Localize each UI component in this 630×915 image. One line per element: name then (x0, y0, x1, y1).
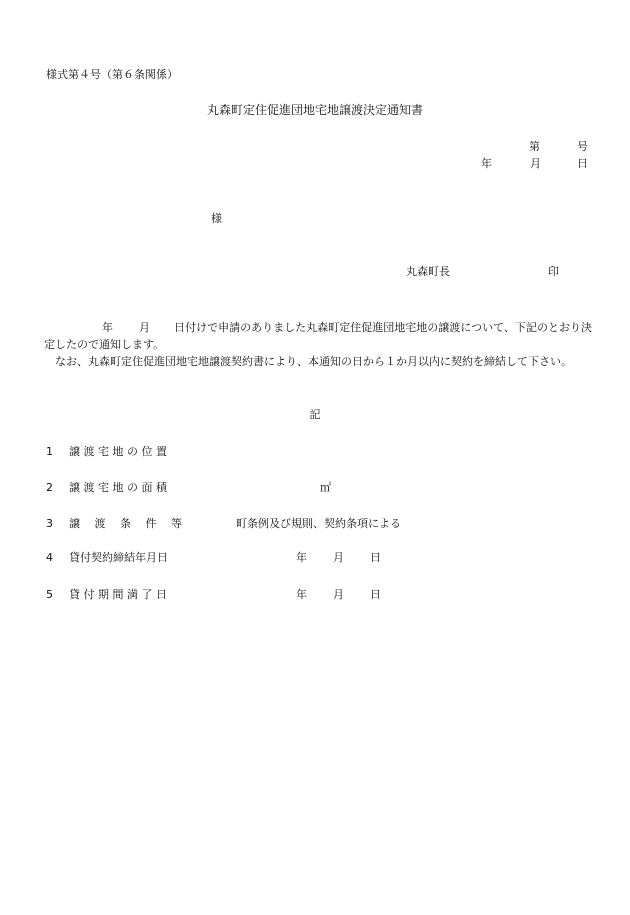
item-area-unit: ㎡ (320, 481, 331, 494)
ki-heading: 記 (309, 408, 321, 421)
item-number: 3 (46, 517, 53, 530)
issuer-seal: 印 (548, 265, 559, 278)
item-label-lease-end-date: 貸 付 期 間 満 了 日 (69, 588, 167, 601)
lease-end-date-day: 日 (370, 588, 381, 601)
body-date-year: 年 (102, 321, 114, 334)
item-number: 4 (46, 551, 53, 564)
body-date-month: 月 (139, 321, 151, 334)
item-conditions-value: 町条例及び規則、契約条項による (236, 517, 401, 530)
reference-number-suffix: 号 (577, 140, 588, 153)
body-text (44, 319, 592, 370)
body-paragraph-2: なお、丸森町定住促進団地宅地譲渡契約書により、本通知の日から１か月以内に契約を締結して下さい。 (55, 355, 572, 368)
item-label-conditions: 譲 渡 条 件 等 (69, 517, 182, 530)
item-label-location: 譲 渡 宅 地 の 位 置 (69, 445, 167, 458)
issue-date-year: 年 (481, 157, 492, 170)
body-paragraph-1-text: 日付けで申請のありました丸森町定住促進団地宅地の譲渡について、下記のとおり決定したので通知します。 (44, 321, 593, 351)
form-number: 様式第４号（第６条関係） (46, 68, 178, 81)
body-paragraph-1 (44, 319, 592, 353)
issuer-title: 丸森町長 (406, 265, 450, 278)
document-title: 丸森町定住促進団地宅地譲渡決定通知書 (206, 103, 423, 117)
item-label-contract-date: 貸付契約締結年月日 (69, 551, 168, 564)
lease-end-date-month: 月 (333, 588, 344, 601)
item-number: 2 (46, 481, 53, 494)
item-number: 1 (46, 445, 53, 458)
reference-number-prefix: 第 (529, 140, 540, 153)
addressee-honorific: 様 (211, 212, 222, 225)
lease-end-date-year: 年 (296, 588, 307, 601)
item-label-area: 譲 渡 宅 地 の 面 積 (69, 481, 167, 494)
contract-date-year: 年 (296, 551, 307, 564)
contract-date-month: 月 (333, 551, 344, 564)
contract-date-day: 日 (370, 551, 381, 564)
item-number: 5 (46, 588, 53, 601)
issue-date-month: 月 (530, 157, 541, 170)
issue-date-day: 日 (577, 157, 588, 170)
